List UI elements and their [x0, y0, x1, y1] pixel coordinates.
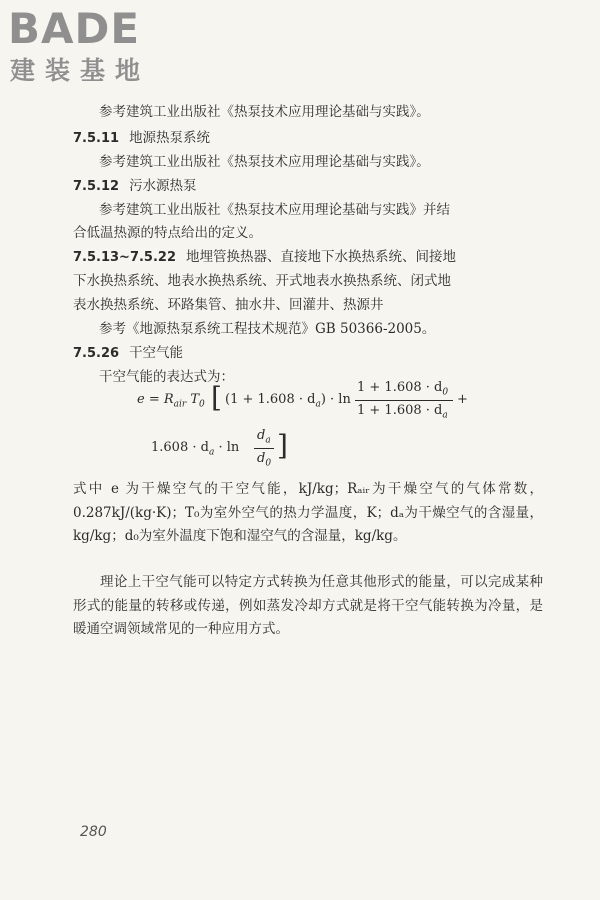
section-heading-7-5-11 — [73, 127, 543, 150]
section-number: 7.5.12 — [73, 179, 120, 194]
section-heading-7-5-26 — [73, 342, 543, 365]
reference-line-1: 参考建筑工业出版社《热泵技术应用理论基础与实践》。 — [99, 104, 430, 120]
section-number: 7.5.13~7.5.22 — [73, 250, 177, 265]
section-title: 地源热泵系统 — [129, 130, 211, 146]
reference-line-4: 参考《地源热泵系统工程技术规范》GB 50366-2005。 — [99, 321, 436, 337]
section-number: 7.5.26 — [73, 346, 120, 361]
formula-row2: $1.608 \cdot d_a \cdot \ln$ — [151, 440, 240, 458]
formula-close-bracket: ] — [277, 429, 288, 462]
formula-fraction2-bar — [254, 448, 274, 449]
section-title: 干空气能 — [129, 345, 184, 361]
formula-open-bracket: [ — [211, 381, 222, 414]
dry-air-energy-formula — [137, 378, 497, 473]
reference-line-3b: 合低温热源的特点给出的定义。 — [73, 225, 262, 241]
expression-intro: 干空气能的表达式为： — [99, 369, 234, 385]
section-heading-7-5-13 — [73, 246, 543, 269]
logo-subtitle: 建装基地 — [10, 56, 151, 85]
section-body-line-3: 表水换热系统、环路集管、抽水井、回灌井、热源井 — [73, 297, 384, 313]
formula-plus: + — [457, 392, 468, 407]
reference-line-3a: 参考建筑工业出版社《热泵技术应用理论基础与实践》并结 — [99, 202, 450, 218]
formula-fraction2-numerator: $d_a$ — [257, 428, 271, 446]
formula-lhs: $e = R_{air}$ $T_0$ — [137, 392, 205, 410]
page-number: 280 — [80, 824, 107, 840]
closing-paragraph: 理论上干空气能可以特定方式转换为任意其他形式的能量，可以完成某种形式的能量的转移或传递，例如蒸发冷却方式就是将干空气能转换为冷量，是暖通空调领域常见的一种应用方式。 — [73, 574, 543, 637]
section-body-line-2: 下水换热系统、地表水换热系统、开式地表水换热系统、闭式地 — [73, 273, 451, 289]
formula-explanation: 式中 e 为干燥空气的干空气能，kJ/kg；Rₐᵢᵣ为干燥空气的气体常数，0.287kJ/(kg·K)；T₀为室外空气的热力学温度，K；dₐ为干燥空气的含湿量，kg/kg；d₀为室外温度下饱和湿空气的含湿量，kg/kg。 — [73, 481, 543, 544]
formula-fraction2-denominator: $d_0$ — [257, 451, 272, 469]
formula-fraction-bar — [355, 400, 453, 401]
reference-line-2: 参考建筑工业出版社《热泵技术应用理论基础与实践》。 — [99, 154, 430, 170]
section-title: 地埋管换热器、直接地下水换热系统、间接地 — [186, 249, 457, 265]
formula-fraction-denominator: $1 + 1.608 \cdot d_a$ — [357, 403, 448, 421]
watermark-logo — [8, 4, 178, 88]
logo-word: BADE — [8, 4, 141, 53]
formula-fraction-numerator: $1 + 1.608 \cdot d_0$ — [357, 380, 449, 398]
section-number: 7.5.11 — [73, 131, 120, 146]
formula-term1: $(1 + 1.608 \cdot d_a) \cdot \ln$ — [225, 392, 351, 410]
section-title: 污水源热泵 — [129, 178, 197, 194]
section-heading-7-5-12 — [73, 175, 543, 198]
